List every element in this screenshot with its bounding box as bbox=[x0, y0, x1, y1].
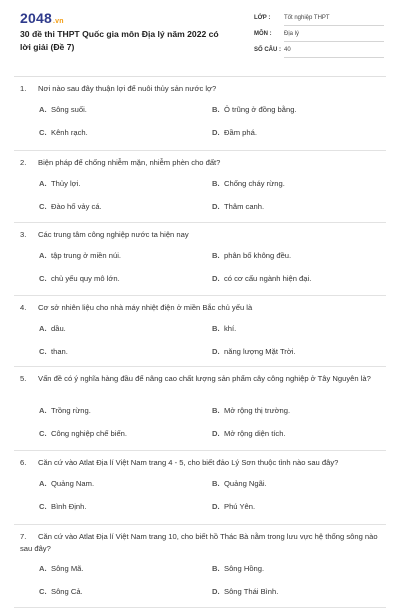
option-b[interactable] bbox=[212, 251, 291, 261]
meta-value: Địa lý bbox=[284, 28, 384, 42]
option-letter: B. bbox=[212, 251, 220, 260]
option-text: Mở rộng diện tích. bbox=[224, 429, 286, 438]
option-b[interactable] bbox=[212, 564, 264, 574]
option-text: năng lượng Mặt Trời. bbox=[224, 347, 296, 356]
option-c[interactable] bbox=[39, 128, 88, 138]
option-text: Đầm phá. bbox=[224, 128, 257, 137]
option-a[interactable] bbox=[39, 406, 91, 416]
option-letter: C. bbox=[39, 429, 47, 438]
meta-row-class bbox=[254, 12, 384, 28]
option-text: Thâm canh. bbox=[224, 202, 265, 211]
option-letter: B. bbox=[212, 105, 220, 114]
question-item bbox=[14, 367, 386, 451]
option-b[interactable] bbox=[212, 479, 267, 489]
option-letter: B. bbox=[212, 479, 220, 488]
option-letter: C. bbox=[39, 128, 47, 137]
question-item bbox=[14, 151, 386, 223]
question-number: 3. bbox=[20, 230, 27, 239]
question-stem: Căn cứ vào Atlat Địa lí Việt Nam trang 10, cho biết hồ Thác Bà nằm trong lưu vực hệ thống sông nào sau đây? bbox=[20, 532, 378, 553]
option-a[interactable] bbox=[39, 479, 94, 489]
meta-key: SỐ CÂU : bbox=[254, 47, 281, 53]
document-title: 30 đề thi THPT Quốc gia môn Địa lý năm 2022 có lời giải (Đề 7) bbox=[20, 29, 219, 52]
site-logo[interactable] bbox=[20, 10, 64, 26]
option-text: Ô trũng ở đồng bằng. bbox=[224, 105, 297, 114]
question-text bbox=[20, 373, 380, 385]
option-text: Mở rộng thị trường. bbox=[224, 406, 291, 415]
question-stem: Vấn đề có ý nghĩa hàng đầu để nâng cao chất lượng sản phẩm cây công nghiệp ở Tây Nguyên là? bbox=[38, 374, 371, 383]
meta-value: 40 bbox=[284, 44, 384, 58]
question-stem: Nơi nào sau đây thuận lợi để nuôi thủy sản nước lợ? bbox=[38, 84, 217, 93]
question-text bbox=[20, 531, 380, 555]
meta-row-count bbox=[254, 44, 384, 60]
option-b[interactable] bbox=[212, 179, 285, 189]
question-item bbox=[14, 77, 386, 151]
question-stem: Cơ sở nhiên liệu cho nhà máy nhiệt điện ở miền Bắc chủ yếu là bbox=[38, 303, 253, 312]
option-c[interactable] bbox=[39, 429, 127, 439]
question-number: 6. bbox=[20, 458, 27, 467]
option-letter: A. bbox=[39, 324, 47, 333]
option-d[interactable] bbox=[212, 128, 257, 138]
question-stem: Các trung tâm công nghiệp nước ta hiện nay bbox=[38, 230, 189, 239]
option-letter: A. bbox=[39, 564, 47, 573]
option-c[interactable] bbox=[39, 202, 102, 212]
question-item bbox=[14, 525, 386, 608]
option-letter: A. bbox=[39, 406, 47, 415]
option-c[interactable] bbox=[39, 587, 83, 597]
option-text: chủ yếu quy mô lớn. bbox=[51, 274, 120, 283]
option-text: Sông Mã. bbox=[51, 564, 84, 573]
option-a[interactable] bbox=[39, 251, 121, 261]
option-letter: D. bbox=[212, 347, 220, 356]
meta-value: Tốt nghiệp THPT bbox=[284, 12, 384, 26]
option-letter: C. bbox=[39, 502, 47, 511]
option-letter: A. bbox=[39, 179, 47, 188]
question-item bbox=[14, 296, 386, 367]
question-list bbox=[0, 77, 400, 608]
option-d[interactable] bbox=[212, 502, 255, 512]
option-letter: C. bbox=[39, 274, 47, 283]
option-b[interactable] bbox=[212, 324, 236, 334]
option-a[interactable] bbox=[39, 179, 80, 189]
option-d[interactable] bbox=[212, 202, 264, 212]
question-item bbox=[14, 451, 386, 525]
option-c[interactable] bbox=[39, 347, 68, 357]
option-text: Quảng Ngãi. bbox=[224, 479, 267, 488]
option-d[interactable] bbox=[212, 429, 286, 439]
option-text: Kênh rạch. bbox=[51, 128, 88, 137]
question-text bbox=[20, 229, 380, 241]
option-letter: D. bbox=[212, 587, 220, 596]
meta-info bbox=[254, 12, 384, 60]
option-text: Sông Cả. bbox=[51, 587, 83, 596]
option-text: Thủy lợi. bbox=[51, 179, 81, 188]
option-b[interactable] bbox=[212, 406, 290, 416]
option-text: dầu. bbox=[51, 324, 66, 333]
option-letter: D. bbox=[212, 202, 220, 211]
logo-suffix: .vn bbox=[52, 18, 64, 25]
meta-key: MÔN : bbox=[254, 31, 272, 37]
option-d[interactable] bbox=[212, 587, 278, 597]
option-letter: C. bbox=[39, 202, 47, 211]
option-a[interactable] bbox=[39, 105, 87, 115]
option-text: Bình Định. bbox=[51, 502, 87, 511]
option-d[interactable] bbox=[212, 274, 311, 284]
question-stem: Căn cứ vào Atlat Địa lí Việt Nam trang 4 - 5, cho biết đảo Lý Sơn thuộc tỉnh nào sau đây? bbox=[38, 458, 339, 467]
option-letter: C. bbox=[39, 347, 47, 356]
question-text bbox=[20, 157, 380, 169]
option-letter: B. bbox=[212, 564, 220, 573]
meta-row-subject bbox=[254, 28, 384, 44]
option-text: Công nghiệp chế biến. bbox=[51, 429, 127, 438]
logo-text: 2048 bbox=[20, 10, 52, 26]
question-item bbox=[14, 223, 386, 296]
option-text: Trồng rừng. bbox=[51, 406, 91, 415]
option-text: Phú Yên. bbox=[224, 502, 256, 511]
option-a[interactable] bbox=[39, 324, 66, 334]
option-text: Sông Hồng. bbox=[224, 564, 265, 573]
option-text: than. bbox=[51, 347, 68, 356]
option-text: Đào hố vảy cá. bbox=[51, 202, 102, 211]
document-header bbox=[0, 0, 400, 80]
option-letter: D. bbox=[212, 429, 220, 438]
question-number: 5. bbox=[20, 374, 27, 383]
question-number: 4. bbox=[20, 303, 27, 312]
option-letter: A. bbox=[39, 105, 47, 114]
option-c[interactable] bbox=[39, 274, 120, 284]
option-text: Sông suối. bbox=[51, 105, 87, 114]
question-text bbox=[20, 302, 380, 314]
question-number: 2. bbox=[20, 158, 27, 167]
option-letter: D. bbox=[212, 502, 220, 511]
question-stem: Biện pháp để chống nhiễm mặn, nhiễm phèn cho đất? bbox=[38, 158, 221, 167]
question-number: 1. bbox=[20, 84, 27, 93]
option-letter: B. bbox=[212, 406, 220, 415]
option-d[interactable] bbox=[212, 347, 296, 357]
option-letter: C. bbox=[39, 587, 47, 596]
option-text: khí. bbox=[224, 324, 237, 333]
option-text: phân bố không đều. bbox=[224, 251, 292, 260]
option-text: Sông Thái Bình. bbox=[224, 587, 279, 596]
option-text: Chống cháy rừng. bbox=[224, 179, 285, 188]
question-text bbox=[20, 457, 380, 469]
meta-key: LỚP : bbox=[254, 15, 271, 21]
option-text: Quảng Nam. bbox=[51, 479, 95, 488]
option-letter: B. bbox=[212, 324, 220, 333]
option-letter: D. bbox=[212, 128, 220, 137]
option-b[interactable] bbox=[212, 105, 297, 115]
option-letter: B. bbox=[212, 179, 220, 188]
question-text bbox=[20, 83, 380, 95]
option-text: có cơ cấu ngành hiện đại. bbox=[224, 274, 312, 283]
option-a[interactable] bbox=[39, 564, 84, 574]
option-text: tập trung ở miền núi. bbox=[51, 251, 121, 260]
option-letter: A. bbox=[39, 251, 47, 260]
option-letter: A. bbox=[39, 479, 47, 488]
option-c[interactable] bbox=[39, 502, 86, 512]
option-letter: D. bbox=[212, 274, 220, 283]
question-number: 7. bbox=[20, 532, 27, 541]
